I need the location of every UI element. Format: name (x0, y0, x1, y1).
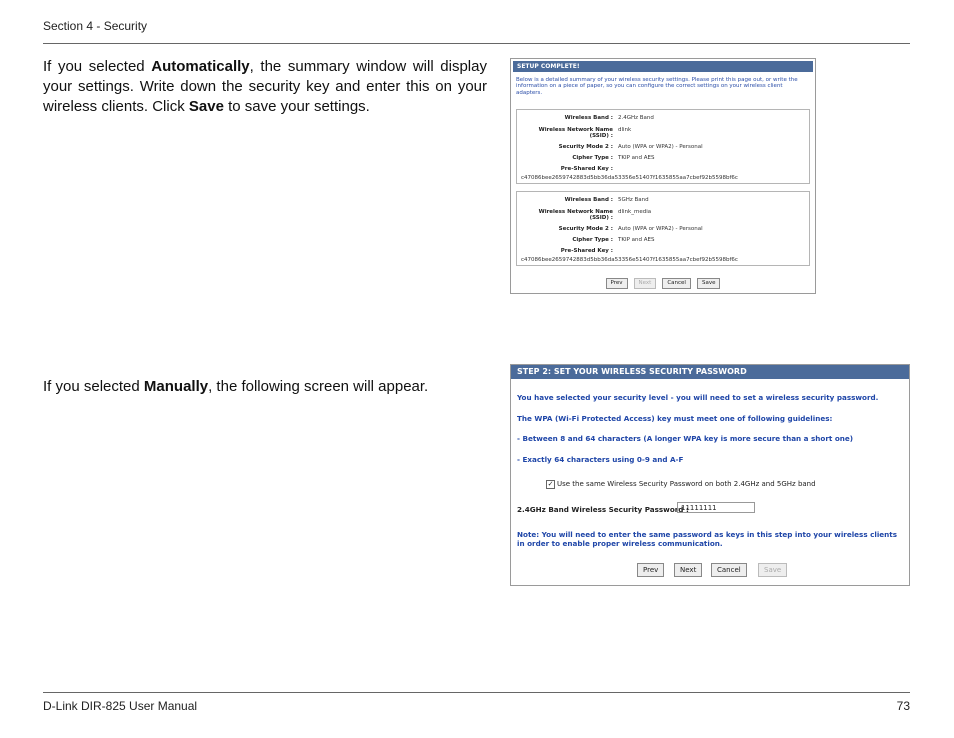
value-cipher-type: TKIP and AES (618, 237, 655, 243)
same-password-label: Use the same Wireless Security Password on both 2.4GHz and 5GHz band (557, 480, 816, 488)
next-button[interactable]: Next (634, 278, 657, 289)
value-pre-shared-key: c47086bee2659742883d5bb36da53356e51407f1635855aa7cbef92b5598bf6c (521, 175, 738, 181)
label-pre-shared-key: Pre-Shared Key : (560, 248, 613, 254)
value-security-mode: Auto (WPA or WPA2) - Personal (618, 144, 703, 150)
next-button[interactable]: Next (674, 563, 702, 577)
setup-complete-title: SETUP COMPLETE! (513, 61, 813, 72)
summary-box-5ghz (516, 191, 810, 266)
cancel-button[interactable]: Cancel (662, 278, 691, 289)
value-ssid: dlink (618, 127, 632, 133)
save-button[interactable]: Save (758, 563, 787, 577)
step2-line-guidelines: The WPA (Wi-Fi Protected Access) key must meet one of following guidelines: (517, 414, 833, 423)
step2-title: STEP 2: SET YOUR WIRELESS SECURITY PASSWORD (511, 365, 909, 379)
setup-complete-intro: Below is a detailed summary of your wireless security settings. Please print this page out, or write the information on a piece of paper, so you can configure the correct settings on your wireless client adapters. (516, 77, 798, 96)
summary-box-24ghz (516, 109, 810, 184)
para1-text-1: If you selected (43, 58, 152, 75)
setup-complete-screenshot (510, 58, 816, 294)
label-cipher-type: Cipher Type : (572, 237, 613, 243)
step2-screenshot (510, 364, 910, 586)
paragraph-automatically (43, 57, 487, 117)
label-security-mode: Security Mode 2 : (558, 226, 613, 232)
label-ssid: Wireless Network Name (SSID) : (538, 209, 613, 221)
page-number: 73 (896, 699, 910, 713)
label-ssid: Wireless Network Name (SSID) : (538, 127, 613, 139)
header-divider (43, 43, 910, 44)
para2-text-2: , the following screen will appear. (208, 378, 429, 395)
value-pre-shared-key: c47086bee2659742883d5bb36da53356e51407f1635855aa7cbef92b5598bf6c (521, 257, 738, 263)
label-security-mode: Security Mode 2 : (558, 144, 613, 150)
step2-line-selected: You have selected your security level - you will need to set a wireless security password. (517, 393, 879, 402)
value-ssid: dlink_media (618, 209, 652, 215)
para1-bold-automatically: Automatically (151, 58, 250, 75)
summary-button-row (511, 278, 815, 289)
value-wireless-band: 5GHz Band (618, 197, 649, 203)
para2-text-1: If you selected (43, 378, 144, 395)
step2-line-hex: - Exactly 64 characters using 0-9 and A-F (517, 455, 684, 464)
step2-note: Note: You will need to enter the same password as keys in this step into your wireless clients in order to enable proper wireless communication. (517, 530, 897, 548)
label-wireless-band: Wireless Band : (564, 197, 613, 203)
para2-bold-manually: Manually (143, 378, 209, 395)
footer-divider (43, 692, 910, 693)
label-pre-shared-key: Pre-Shared Key : (560, 166, 613, 172)
value-security-mode: Auto (WPA or WPA2) - Personal (618, 226, 703, 232)
para1-bold-save: Save (188, 98, 224, 115)
save-button[interactable]: Save (697, 278, 721, 289)
step2-line-length: - Between 8 and 64 characters (A longer WPA key is more secure than a short one) (517, 434, 854, 443)
password-label: 2.4GHz Band Wireless Security Password : (517, 505, 689, 514)
value-cipher-type: TKIP and AES (618, 155, 655, 161)
manual-title: D-Link DIR-825 User Manual (43, 699, 198, 713)
same-password-checkbox[interactable]: ✓ (547, 480, 554, 488)
section-header: Section 4 - Security (43, 19, 148, 33)
label-wireless-band: Wireless Band : (564, 115, 613, 121)
value-wireless-band: 2.4GHz Band (618, 115, 654, 121)
prev-button[interactable]: Prev (606, 278, 628, 289)
password-input[interactable]: 11111111 (677, 502, 755, 513)
para1-text-3: to save your settings. (223, 98, 370, 115)
cancel-button[interactable]: Cancel (711, 563, 747, 577)
para1-text-2: , the summary window will display your settings. Write down the security key and enter this on your wireless clients. Click (43, 58, 487, 115)
label-cipher-type: Cipher Type : (572, 155, 613, 161)
paragraph-manually (43, 377, 487, 397)
prev-button[interactable]: Prev (637, 563, 664, 577)
